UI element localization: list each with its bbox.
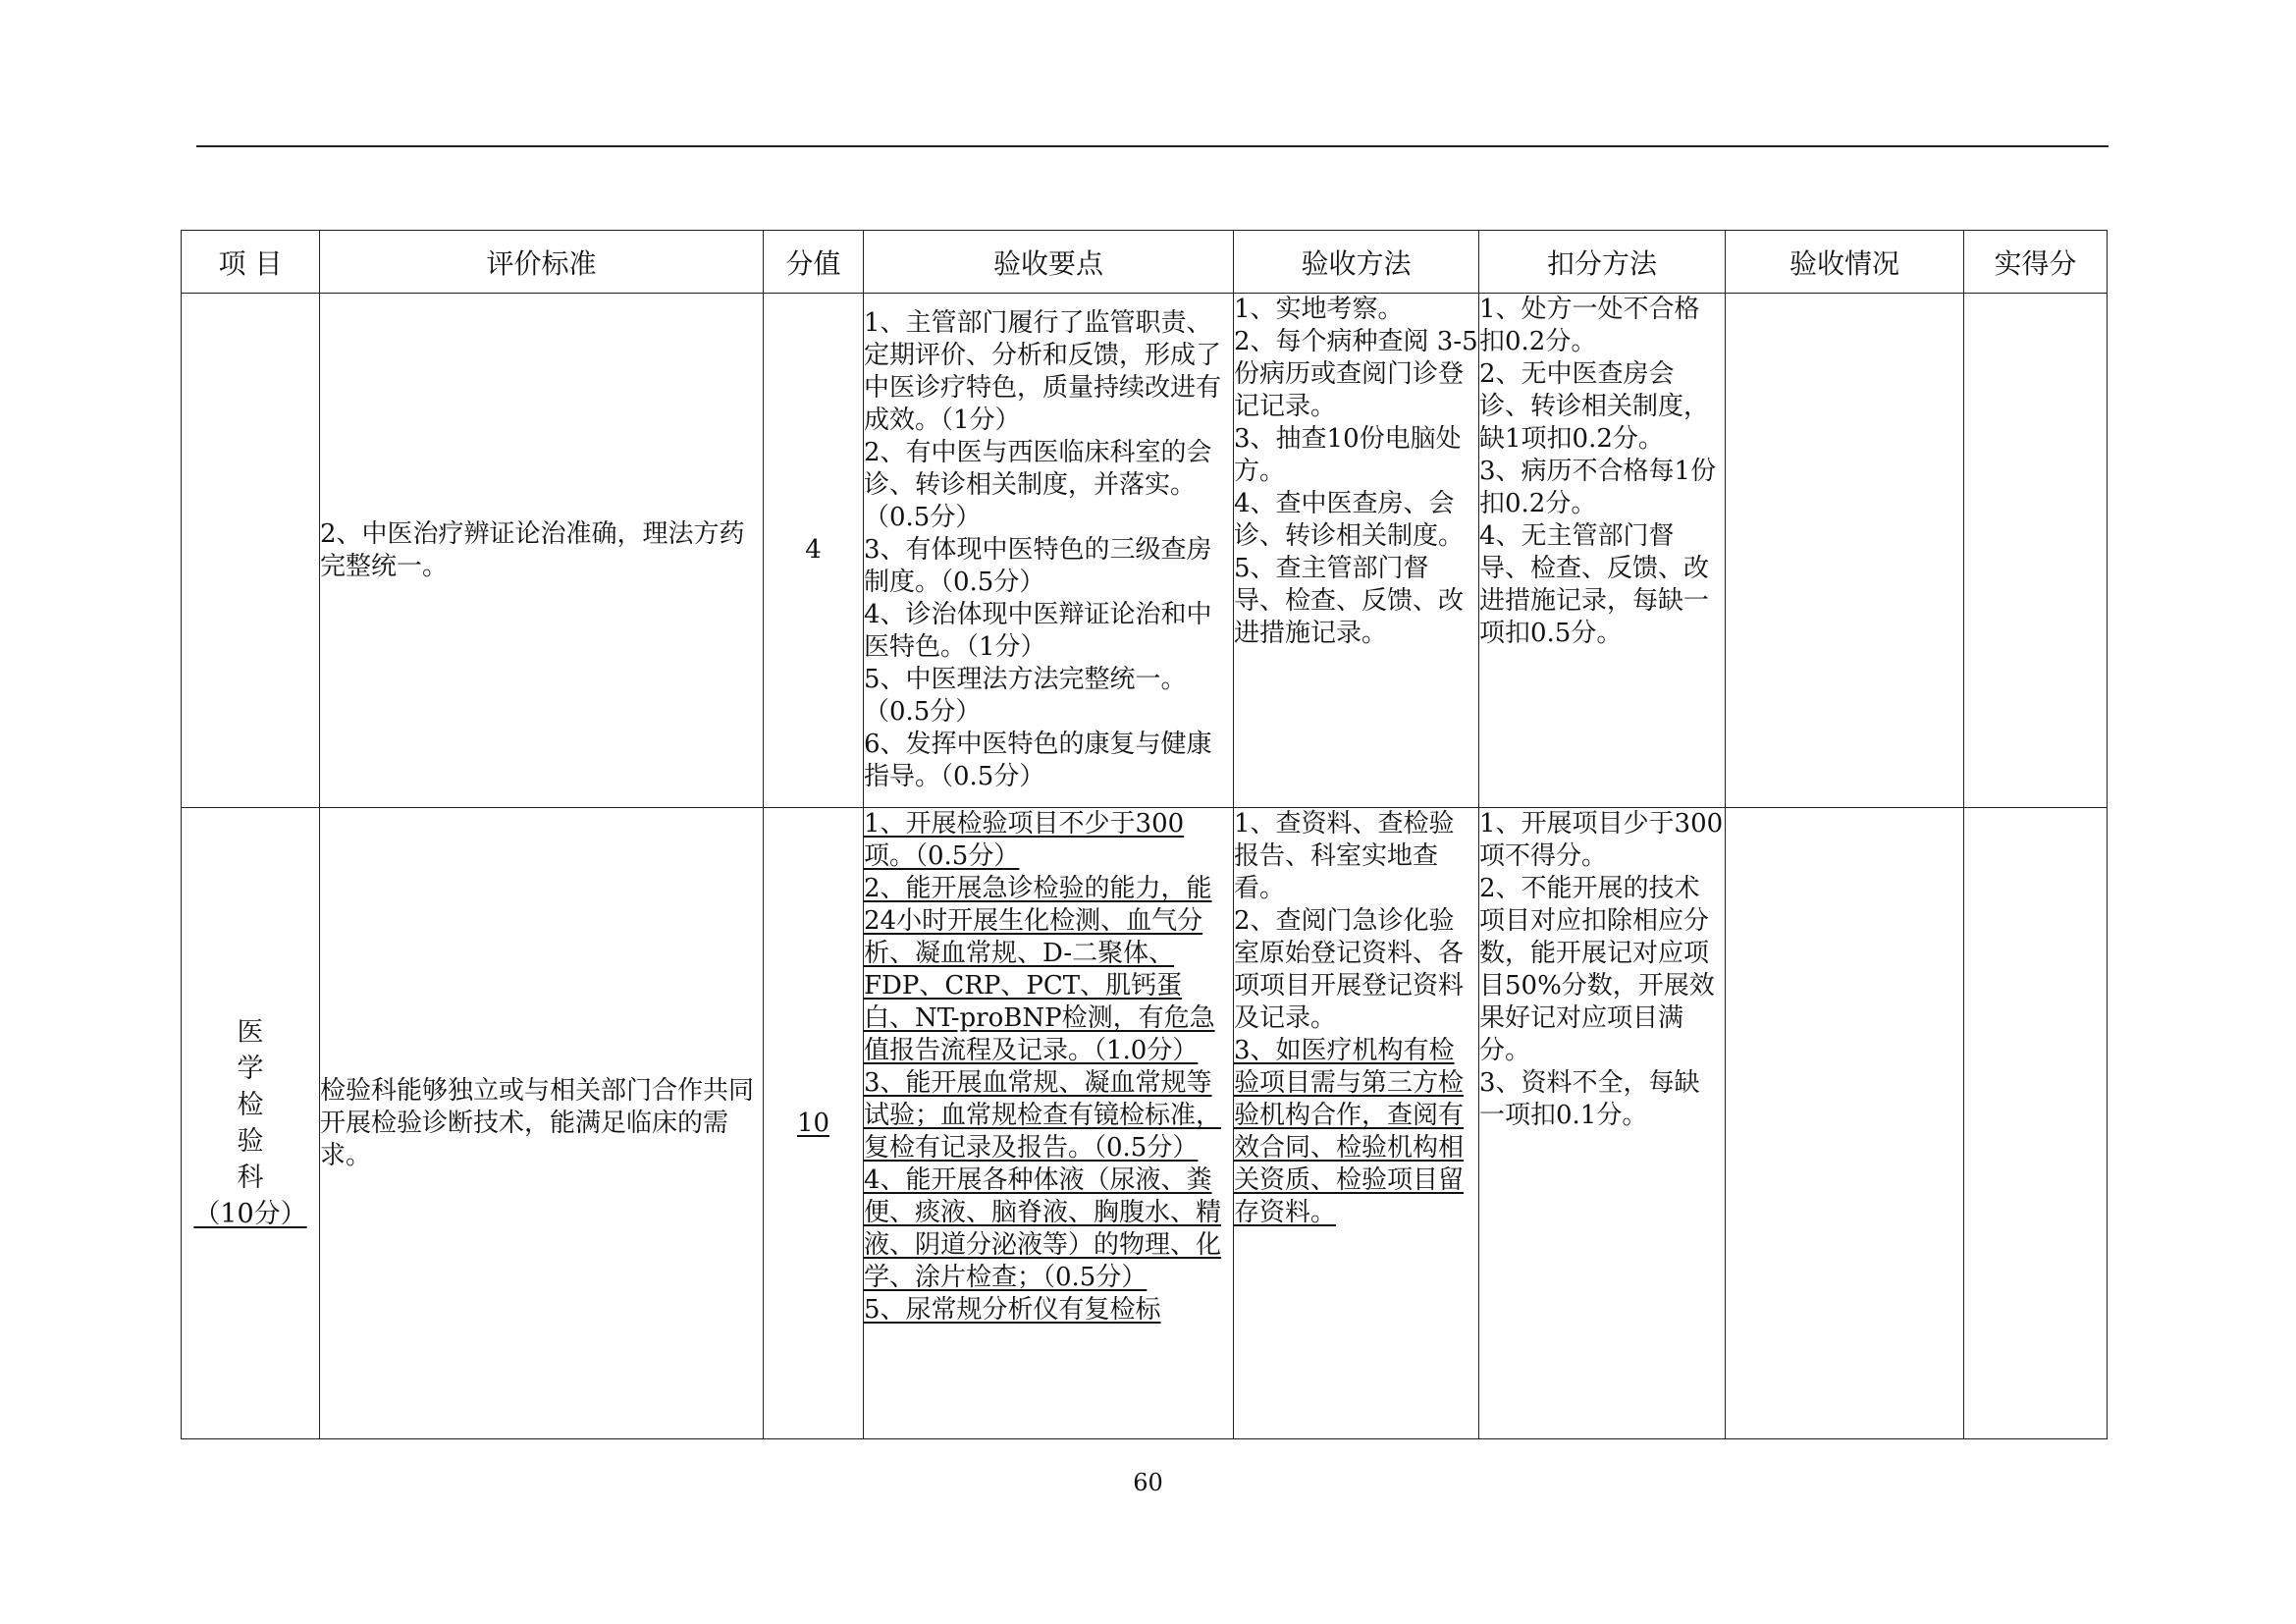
criteria-cell: 2、中医治疗辨证论治准确，理法方药完整统一。 [320,294,764,808]
point-item: 1、开展检验项目不少于300项。（0.5分） [864,809,1185,871]
item-score-label: （10分） [193,1199,307,1229]
method-item: 4、查中医查房、会诊、转诊相关制度。 [1234,489,1465,551]
deduction-item: 3、资料不全，每缺一项扣0.1分。 [1479,1068,1700,1130]
score-cell: 4 [764,294,864,808]
header-status: 验收情况 [1726,231,1964,294]
score-cell [764,808,864,1439]
criteria-cell: 检验科能够独立或与相关部门合作共同开展检验诊断技术，能满足临床的需求。 [320,808,764,1439]
item-cell [182,808,320,1439]
point-item: 4、诊治体现中医辩证论治和中医特色。（1分） [864,600,1212,662]
item-char: 医 [237,1017,264,1048]
header-item: 项 目 [182,231,320,294]
evaluation-table [181,230,2108,1439]
deduction-item: 3、病历不合格每1份扣0.2分。 [1479,457,1717,518]
point-item: 5、中医理法方法完整统一。（0.5分） [864,665,1187,727]
page-number: 60 [1133,1469,1163,1496]
deduction-item: 2、不能开展的技术项目对应扣除相应分数，能开展记对应项目50%分数，开展效果好记对应项目满分。 [1479,874,1715,1065]
point-item: 3、有体现中医特色的三级查房制度。（0.5分） [864,535,1212,597]
point-item: 6、发挥中医特色的康复与健康指导。（0.5分） [864,730,1212,791]
points-cell [864,808,1234,1439]
deduction-item: 4、无主管部门督导、检查、反馈、改进措施记录，每缺一项扣0.5分。 [1479,521,1710,648]
status-cell [1726,808,1964,1439]
item-char: 科 [237,1163,264,1193]
status-cell [1726,294,1964,808]
score-value: 10 [796,1108,830,1138]
point-item: 2、能开展急诊检验的能力，能24小时开展生化检测、血气分析、凝血常规、D-二聚体、FDP、CRP、PCT、肌钙蛋白、NT-proBNP检测，有危急值报告流程及记录。（1.0分） [864,874,1215,1065]
header-methods: 验收方法 [1234,231,1479,294]
method-item: 5、查主管部门督导、检查、反馈、改进措施记录。 [1234,554,1465,648]
point-item: 4、能开展各种体液（尿液、粪便、痰液、脑脊液、胸腹水、精液、阴道分泌液等）的物理、化学、涂片检查；（0.5分） [864,1165,1222,1292]
method-item: 3、抽查10份电脑处方。 [1234,424,1462,486]
table-row [182,294,2108,808]
item-cell [182,294,320,808]
deduction-item: 1、处方一处不合格扣0.2分。 [1479,295,1700,356]
method-item: 2、每个病种查阅 3-5份病历或查阅门诊登记记录。 [1234,327,1478,421]
header-deductions: 扣分方法 [1479,231,1726,294]
method-item: 2、查阅门急诊化验室原始登记资料、各项项目开展登记资料及记录。 [1234,906,1465,1033]
point-item: 1、主管部门履行了监管职责、定期评价、分析和反馈，形成了中医诊疗特色，质量持续改进有成效。（1分） [864,308,1222,435]
item-char: 检 [237,1090,264,1120]
point-item: 2、有中医与西医临床科室的会诊、转诊相关制度，并落实。（0.5分） [864,438,1212,532]
deductions-cell [1479,808,1726,1439]
item-char: 学 [237,1054,264,1084]
header-score: 分值 [764,231,864,294]
actual-score-cell [1964,808,2108,1439]
point-item: 3、能开展血常规、凝血常规等试验；血常规检查有镜检标准，复检有记录及报告。（0.5分） [864,1068,1222,1163]
deduction-item: 1、开展项目少于300项不得分。 [1479,809,1724,871]
header-actual: 实得分 [1964,231,2108,294]
deduction-item: 2、无中医查房会诊、转诊相关制度，缺1项扣0.2分。 [1479,359,1710,454]
header-points: 验收要点 [864,231,1234,294]
header-rule [196,145,2109,147]
table-header-row [182,231,2108,294]
method-item: 1、查资料、查检验报告、科室实地查看。 [1234,809,1455,903]
points-cell [864,294,1234,808]
methods-cell [1234,294,1479,808]
table-row [182,808,2108,1439]
deductions-cell [1479,294,1726,808]
item-char: 验 [237,1126,264,1157]
methods-cell [1234,808,1479,1439]
method-item: 1、实地考察。 [1234,295,1404,324]
point-item: 5、尿常规分析仪有复检标 [864,1295,1161,1325]
actual-score-cell [1964,294,2108,808]
method-item: 3、如医疗机构有检验项目需与第三方检验机构合作，查阅有效合同、检验机构相关资质、检验项目留存资料。 [1234,1036,1465,1227]
header-criteria: 评价标准 [320,231,764,294]
